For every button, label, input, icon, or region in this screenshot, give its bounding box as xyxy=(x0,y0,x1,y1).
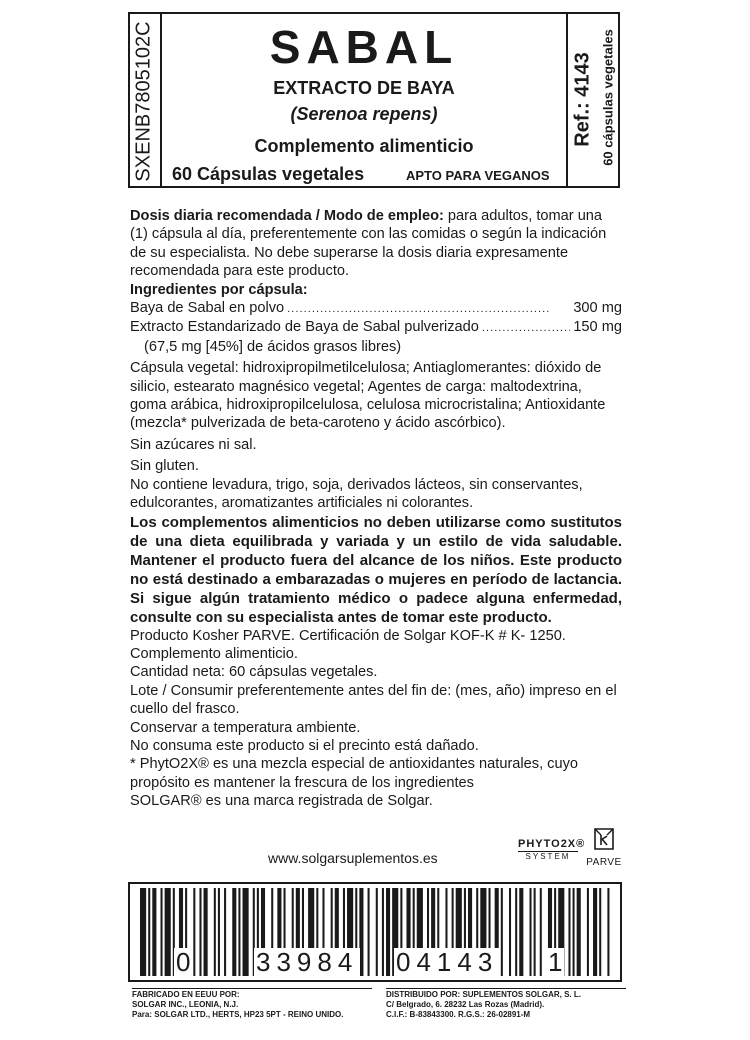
ingredient-amount: 150 mg xyxy=(573,319,622,336)
barcode-box xyxy=(128,882,622,982)
barcode-bar xyxy=(607,888,609,976)
barcode-bar xyxy=(519,888,523,976)
phyto2x-system-text: SYSTEM xyxy=(518,851,578,861)
barcode-bar xyxy=(199,888,201,976)
barcode-bar xyxy=(218,888,220,976)
barcode-bar xyxy=(204,888,208,976)
barcode-bar xyxy=(376,888,378,976)
ingredient-row xyxy=(130,299,622,318)
barcode-bar xyxy=(161,888,163,976)
barcode-digit-right: 1 xyxy=(548,947,563,977)
storage-note: Conservar a temperatura ambiente. xyxy=(130,719,361,736)
barcode-bar xyxy=(540,888,542,976)
ingredient-leader xyxy=(482,318,570,337)
footer-left-rule xyxy=(132,988,372,989)
warning-paragraph: Los complementos alimenticios no deben utilizarse como sustitutos de una dieta equilibrada y variada y un estilo de vida saludable. Mantener el producto fuera del alcance de los niños. Este producto no está destinado a embarazadas o mujeres en período de lactancia. Si sigue algún tratamiento médico o padece alguna enfermedad, consulte con su especialista antes de tomar este producto. xyxy=(130,513,622,626)
barcode-icon xyxy=(134,886,616,980)
ingredient-amount: 300 mg xyxy=(573,300,622,317)
parve-label: PARVE xyxy=(586,857,622,868)
barcode-bar xyxy=(501,888,503,976)
food-supplement-label: Complemento alimenticio xyxy=(254,136,474,156)
distributor-line: C/ Belgrado, 6. 28232 Las Rozas (Madrid). xyxy=(386,1000,545,1009)
no-gluten-note: Sin gluten. xyxy=(130,458,199,475)
manufacturer-line: SOLGAR INC., LEONIA, N.J. xyxy=(132,1000,239,1009)
barcode-group-right: 04143 xyxy=(396,947,499,977)
capsule-count: 60 Cápsulas vegetales xyxy=(172,164,365,184)
side-code: SXENB7805102C xyxy=(132,21,155,182)
dosage-text: para adultos, tomar una (1) cápsula al día, preferentemente con las comidas o según la indicación de su especialista. No debe superarse la dosis diaria expresamente recomendada para este producto. xyxy=(130,208,607,280)
dosage-heading: Dosis diaria recomendada / Modo de empleo: xyxy=(130,208,444,224)
kosher-k-icon xyxy=(592,826,616,852)
website-link[interactable]: www.solgarsuplementos.es xyxy=(268,850,438,866)
phyto2x-logo xyxy=(518,838,586,861)
vegan-label: APTO PARA VEGANOS xyxy=(406,168,550,183)
barcode-bar xyxy=(232,888,236,976)
ingredient-name: Baya de Sabal en polvo xyxy=(130,300,285,317)
barcode-bar xyxy=(368,888,370,976)
manufacturer-line: Para: SOLGAR LTD., HERTS, HP23 5PT - REINO UNIDO. xyxy=(132,1010,344,1019)
barcode-bar xyxy=(599,888,601,976)
distributor-line: DISTRIBUIDO POR: SUPLEMENTOS SOLGAR, S. L. xyxy=(386,990,581,999)
manufacturer-line: FABRICADO EN EEUU POR: xyxy=(132,990,240,999)
product-title: SABAL xyxy=(269,21,459,73)
barcode-bar xyxy=(224,888,226,976)
barcode-bar xyxy=(530,888,532,976)
dosage-paragraph xyxy=(130,207,622,281)
distributor-info xyxy=(386,990,581,1020)
latin-name: (Serenoa repens) xyxy=(290,104,438,124)
ref-capsules: 60 cápsulas vegetales xyxy=(600,29,616,166)
no-sugar-note: Sin azúcares ni sal. xyxy=(130,436,257,453)
phyto2x-logo-text: PHYTO2X® xyxy=(518,838,586,850)
barcode-bar xyxy=(193,888,195,976)
manufacturer-info xyxy=(132,990,343,1020)
barcode-bar xyxy=(386,888,390,976)
kosher-note: Producto Kosher PARVE. Certificación de Solgar KOF-K # K- 1250. xyxy=(130,627,566,644)
ingredient-note: (67,5 mg [45%] de ácidos grasos libres) xyxy=(144,338,402,355)
barcode-bar xyxy=(140,888,146,976)
label-body xyxy=(130,207,622,811)
barcode-bar xyxy=(382,888,384,976)
distributor-line: C.I.F.: B-83843300. R.G.S.: 26-02891-M xyxy=(386,1010,531,1019)
ref-number: Ref.: 4143 xyxy=(571,52,594,147)
footer-right-rule xyxy=(386,988,626,989)
barcode-bar xyxy=(568,888,570,976)
supplement-note: Complemento alimenticio. xyxy=(130,645,298,662)
barcode-bar xyxy=(165,888,171,976)
barcode-bar xyxy=(577,888,581,976)
barcode-bar xyxy=(214,888,216,976)
ingredient-name: Extracto Estandarizado de Baya de Sabal pulverizado xyxy=(130,319,479,336)
capsule-composition: Cápsula vegetal: hidroxipropilmetilcelulosa; Antiaglomerantes: dióxido de silicio, estearato magnésico vegetal; Agentes de carga: maltodextrina, goma arábica, hidroxipropilcelulosa, celulosa microcristalina; Antioxidante (mezcla* pulverizada de beta-caroteno y ácido ascórbico). xyxy=(130,360,606,432)
barcode-digit-left: 0 xyxy=(176,947,191,977)
barcode-bar xyxy=(593,888,597,976)
header-right-divider xyxy=(566,14,568,186)
barcode-bar xyxy=(534,888,536,976)
trademark-note: SOLGAR® es una marca registrada de Solgar. xyxy=(130,793,433,810)
ingredient-row xyxy=(130,318,622,337)
net-quantity: Cantidad neta: 60 cápsulas vegetales. xyxy=(130,664,378,681)
product-header xyxy=(128,12,620,188)
free-from-note: No contiene levadura, trigo, soja, derivados lácteos, sin conservantes, edulcorantes, aromatizantes artificiales ni colorantes. xyxy=(130,476,583,512)
seal-note: No consuma este producto si el precinto está dañado. xyxy=(130,737,479,754)
header-center xyxy=(162,14,566,186)
barcode-bar xyxy=(509,888,511,976)
phyto-footnote: * PhytO2X® es una mezcla especial de antioxidantes naturales, cuyo propósito es mantener la frescura de los ingredientes xyxy=(130,756,579,791)
barcode-bar xyxy=(152,888,156,976)
ingredients-heading: Ingredientes por cápsula: xyxy=(130,281,308,298)
barcode-group-left: 33984 xyxy=(256,947,359,977)
barcode-bar xyxy=(587,888,589,976)
lot-note: Lote / Consumir preferentemente antes del fin de: (mes, año) impreso en el cuello del frasco. xyxy=(130,682,617,718)
ingredient-leader xyxy=(287,299,570,318)
barcode-bar xyxy=(238,888,240,976)
barcode-bar xyxy=(515,888,517,976)
barcode-bar xyxy=(243,888,249,976)
barcode-bar xyxy=(573,888,575,976)
product-subtitle: EXTRACTO DE BAYA xyxy=(273,78,455,98)
barcode-bar xyxy=(148,888,150,976)
parve-logo xyxy=(586,826,622,868)
